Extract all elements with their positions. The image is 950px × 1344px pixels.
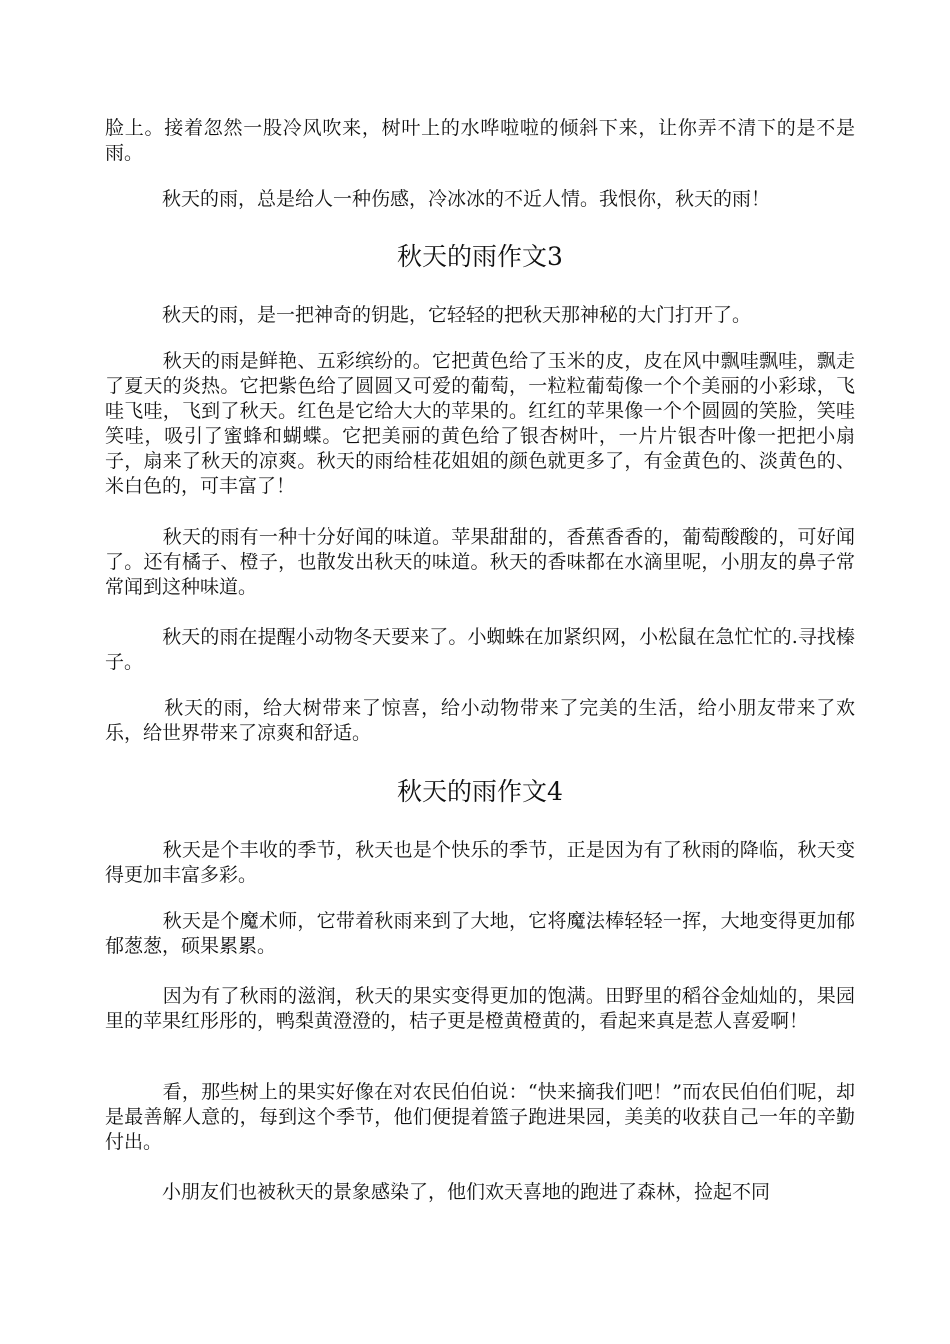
paragraph: 秋天的雨有一种十分好闻的味道。苹果甜甜的，香蕉香香的，葡萄酸酸的，可好闻了。还有橘子、橙子，也散发出秋天的味道。秋天的香味都在水滴里呢，小朋友的鼻子常常闻到这种味道。 bbox=[105, 526, 855, 598]
paragraph: 秋天是个丰收的季节，秋天也是个快乐的季节，正是因为有了秋雨的降临，秋天变得更加丰富多彩。 bbox=[105, 839, 855, 886]
paragraph: 脸上。接着忽然一股冷风吹来，树叶上的水哗啦啦的倾斜下来，让你弄不清下的是不是雨。 bbox=[105, 117, 855, 164]
paragraph: 秋天的雨是鲜艳、五彩缤纷的。它把黄色给了玉米的皮，皮在风中飘哇飘哇，飘走了夏天的炎热。它把紫色给了圆圆又可爱的葡萄，一粒粒葡萄像一个个美丽的小彩球，飞哇飞哇，飞到了秋天。红色是它给大大的苹果的。红红的苹果像一个个圆圆的笑脸，笑哇笑哇，吸引了蜜蜂和蝴蝶。它把美丽的黄色给了银杏树叶，一片片银杏叶像一把把小扇子，扇来了秋天的凉爽。秋天的雨给桂花姐姐的颜色就更多了，有金黄色的、淡黄色的、米白色的，可丰富了！ bbox=[105, 350, 855, 497]
paragraph: 秋天是个魔术师，它带着秋雨来到了大地，它将魔法棒轻轻一挥，大地变得更加郁郁葱葱，硕果累累。 bbox=[105, 910, 855, 957]
section-heading: 秋天的雨作文4 bbox=[397, 777, 563, 806]
paragraph: 秋天的雨，给大树带来了惊喜，给小动物带来了完美的生活，给小朋友带来了欢乐，给世界带来了凉爽和舒适。 bbox=[105, 697, 855, 744]
paragraph: 小朋友们也被秋天的景象感染了，他们欢天喜地的跑进了森林，捡起不同 bbox=[105, 1181, 771, 1203]
paragraph: 因为有了秋雨的滋润，秋天的果实变得更加的饱满。田野里的稻谷金灿灿的，果园里的苹果红彤彤的，鸭梨黄澄澄的，桔子更是橙黄橙黄的，看起来真是惹人喜爱啊！ bbox=[105, 985, 855, 1032]
paragraph: 秋天的雨，总是给人一种伤感，冷冰冰的不近人情。我恨你，秋天的雨！ bbox=[105, 188, 771, 210]
paragraph: 秋天的雨，是一把神奇的钥匙，它轻轻的把秋天那神秘的大门打开了。 bbox=[105, 304, 752, 326]
paragraph: 秋天的雨在提醒小动物冬天要来了。小蜘蛛在加紧织网，小松鼠在急忙忙的.寻找榛子。 bbox=[105, 626, 855, 673]
paragraph: 看，那些树上的果实好像在对农民伯伯说：“快来摘我们吧！”而农民伯伯们呢，却是最善解人意的，每到这个季节，他们便提着篮子跑进果园，美美的收获自己一年的辛勤付出。 bbox=[105, 1081, 855, 1153]
section-heading: 秋天的雨作文3 bbox=[397, 242, 563, 271]
